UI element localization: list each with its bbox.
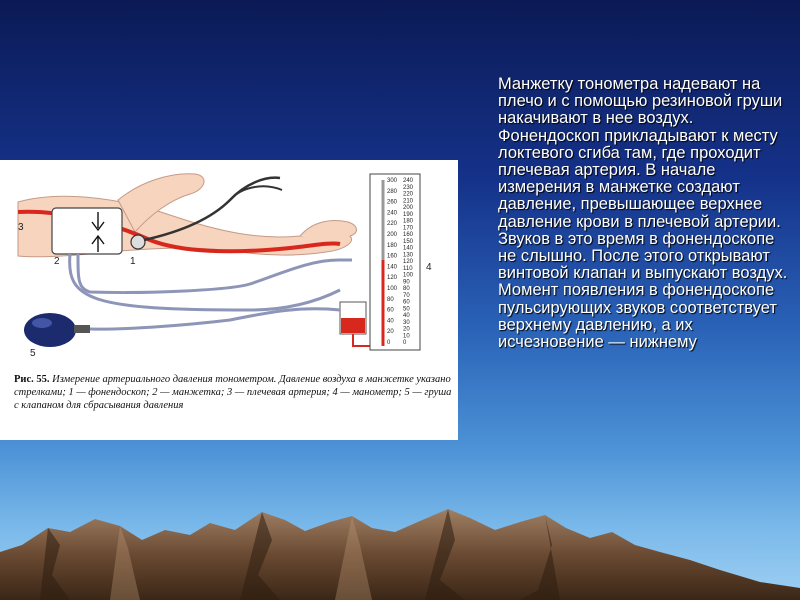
figure-label-2: 2 [54,256,60,267]
manometer-tick-right: 20 [403,326,410,333]
manometer-tick-left: 180 [387,242,398,249]
manometer-tick-left: 80 [387,296,394,303]
manometer-tick-right: 170 [403,225,414,232]
slide-body-text: Манжетку тонометра надевают на плечо и с помощью резиновой груши накачивают в нее воздух. Фонендоскоп прикладывают к месту локтевого сгиба там, где проходит плечевая артерия. В начале измерения в манжетке создают давление, превышающее верхнее давление крови в плечевой артерии. Звуков в это время в фонендоскопе не слышно. После этого открывают винтовой клапан и выпускают воздух. Момент появления в фонендоскопе пульсирующих звуков соответствует верхнему давлению, а их исчезновение — нижнему [498,75,788,352]
manometer-tick-left: 0 [387,340,391,346]
figure-label-3: 3 [18,222,24,233]
manometer-tick-left: 220 [387,221,398,228]
manometer-tick-left: 160 [387,253,398,260]
figure-caption-text: Измерение артериального давления тонометром. Давление воздуха в манжетке указано стрелками; 1 — фонендоскоп; 2 — манжетка; 3 — плечевая артерия; 4 — манометр; 5 — груша с клапаном для сбрасывания давления [14,374,452,411]
manometer-tick-left: 140 [387,264,398,271]
phonendoscope-head [131,235,145,249]
cuff [52,208,122,254]
manometer-tick-right: 130 [403,252,414,259]
manometer-tick-left: 20 [387,329,394,336]
manometer-tick-right: 190 [403,211,414,218]
manometer-tick-right: 240 [403,178,414,184]
manometer-tick-left: 280 [387,188,398,195]
manometer-tick-right: 70 [403,292,410,299]
figure-label-5: 5 [30,348,36,359]
manometer-tick-left: 120 [387,275,398,282]
manometer-tick-right: 230 [403,184,414,191]
manometer-tick-right: 180 [403,218,414,225]
manometer-tick-left: 100 [387,286,398,292]
manometer-tick-left: 300 [387,178,398,184]
manometer-tick-left: 40 [387,318,394,325]
figure-caption-label: Рис. 55. [14,374,50,385]
manometer-tick-right: 110 [403,265,413,272]
manometer-tick-right: 100 [403,272,414,279]
manometer-tick-left: 60 [387,307,394,314]
tonometer-illustration [0,160,458,370]
manometer-tick-right: 210 [403,198,414,205]
figure-label-1: 1 [130,256,136,267]
manometer-tick-right: 30 [403,319,410,326]
tonometer-figure [0,160,458,440]
manometer-tick-right: 140 [403,245,414,252]
manometer-tick-left: 240 [387,210,398,217]
manometer-tick-right: 220 [403,191,414,198]
pump-bulb [24,313,76,347]
manometer-tick-right: 150 [403,238,414,245]
manometer-tick-right: 40 [403,313,410,319]
manometer-tick-right: 50 [403,306,410,313]
figure-label-4: 4 [426,262,432,273]
manometer-tick-right: 160 [403,232,414,238]
manometer-tick-right: 60 [403,299,410,306]
figure-caption [14,373,454,412]
manometer-tick-right: 90 [403,279,410,286]
manometer-tick-right: 10 [403,333,410,340]
manometer-tick-right: 200 [403,205,414,211]
manometer-tick-left: 200 [387,232,398,238]
manometer-tick-right: 120 [403,259,414,265]
manometer-tick-right: 0 [403,340,407,346]
manometer-tick-right: 80 [403,286,410,292]
manometer-tick-left: 260 [387,199,398,206]
